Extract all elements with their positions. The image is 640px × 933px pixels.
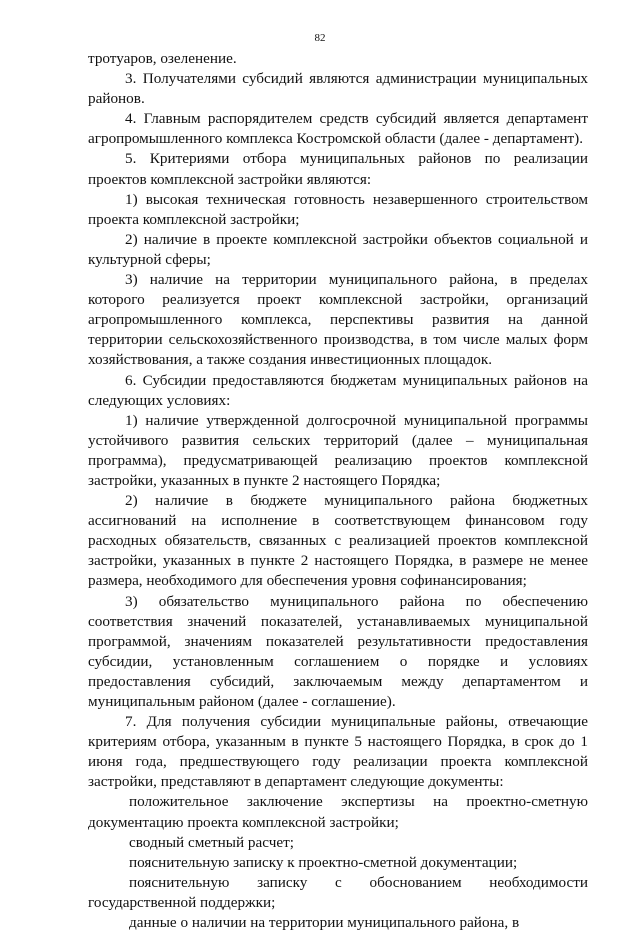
paragraph: сводный сметный расчет;: [129, 833, 294, 851]
page-number: 82: [314, 32, 326, 44]
paragraph: 5. Критериями отбора муниципальных районов по реализации проектов комплексной застройки являются:: [88, 150, 588, 188]
paragraph: 2) наличие в бюджете муниципального района бюджетных ассигнований на исполнение в соответствующем финансовом году расходных обязательств, связанных с реализацией проектов комплексной застройки, указанных в пункте 2 настоящего Порядка, в размере не менее размера, необходимого для обеспечения уровня софинансирования;: [88, 492, 588, 590]
document-body: [88, 49, 588, 933]
paragraph: положительное заключение экспертизы на проектно-сметную документацию проекта комплексной застройки;: [88, 793, 588, 831]
paragraph: 6. Субсидии предоставляются бюджетам муниципальных районов на следующих условиях:: [88, 371, 588, 409]
paragraph: 1) наличие утвержденной долгосрочной муниципальной программы устойчивого развития сельских территорий (далее – муниципальная программа), предусматривающей реализацию проектов комплексной застройки, указанных в пункте 2 настоящего Порядка;: [88, 411, 588, 489]
paragraph: тротуаров, озеленение.: [88, 50, 237, 67]
paragraph: пояснительную записку с обоснованием необходимости государственной поддержки;: [88, 873, 588, 911]
paragraph: данные о наличии на территории муниципального района, в: [129, 914, 520, 932]
paragraph: 1) высокая техническая готовность незавершенного строительством проекта комплексной застройки;: [88, 190, 588, 228]
paragraph: 3) наличие на территории муниципального района, в пределах которого реализуется проект комплексной застройки, организаций агропромышленного комплекса, перспективы развития на данной территории сельскохозяйственного производства, в том числе малых форм хозяйствования, а также создания инвестиционных площадок.: [88, 271, 588, 369]
paragraph: 3) обязательство муниципального района по обеспечению соответствия значений показателей, устанавливаемых муниципальной программой, значениям показателей результативности предоставления субсидии, установленным соглашением о порядке и условиях предоставления субсидий, заключаемым между департаментом и муниципальным районом (далее - соглашение).: [88, 592, 588, 710]
paragraph: 7. Для получения субсидии муниципальные районы, отвечающие критериям отбора, указанным в пункте 5 настоящего Порядка, в срок до 1 июня года, предшествующего году реализации проекта комплексной застройки, представляют в департамент следующие документы:: [88, 713, 588, 791]
paragraph: 3. Получателями субсидий являются администрации муниципальных районов.: [88, 70, 588, 108]
paragraph: пояснительную записку к проектно-сметной документации;: [129, 853, 518, 871]
paragraph: 4. Главным распорядителем средств субсидий является департамент агропромышленного комплекса Костромской области (далее - департамент).: [88, 110, 588, 148]
paragraph: 2) наличие в проекте комплексной застройки объектов социальной и культурной сферы;: [88, 230, 588, 268]
